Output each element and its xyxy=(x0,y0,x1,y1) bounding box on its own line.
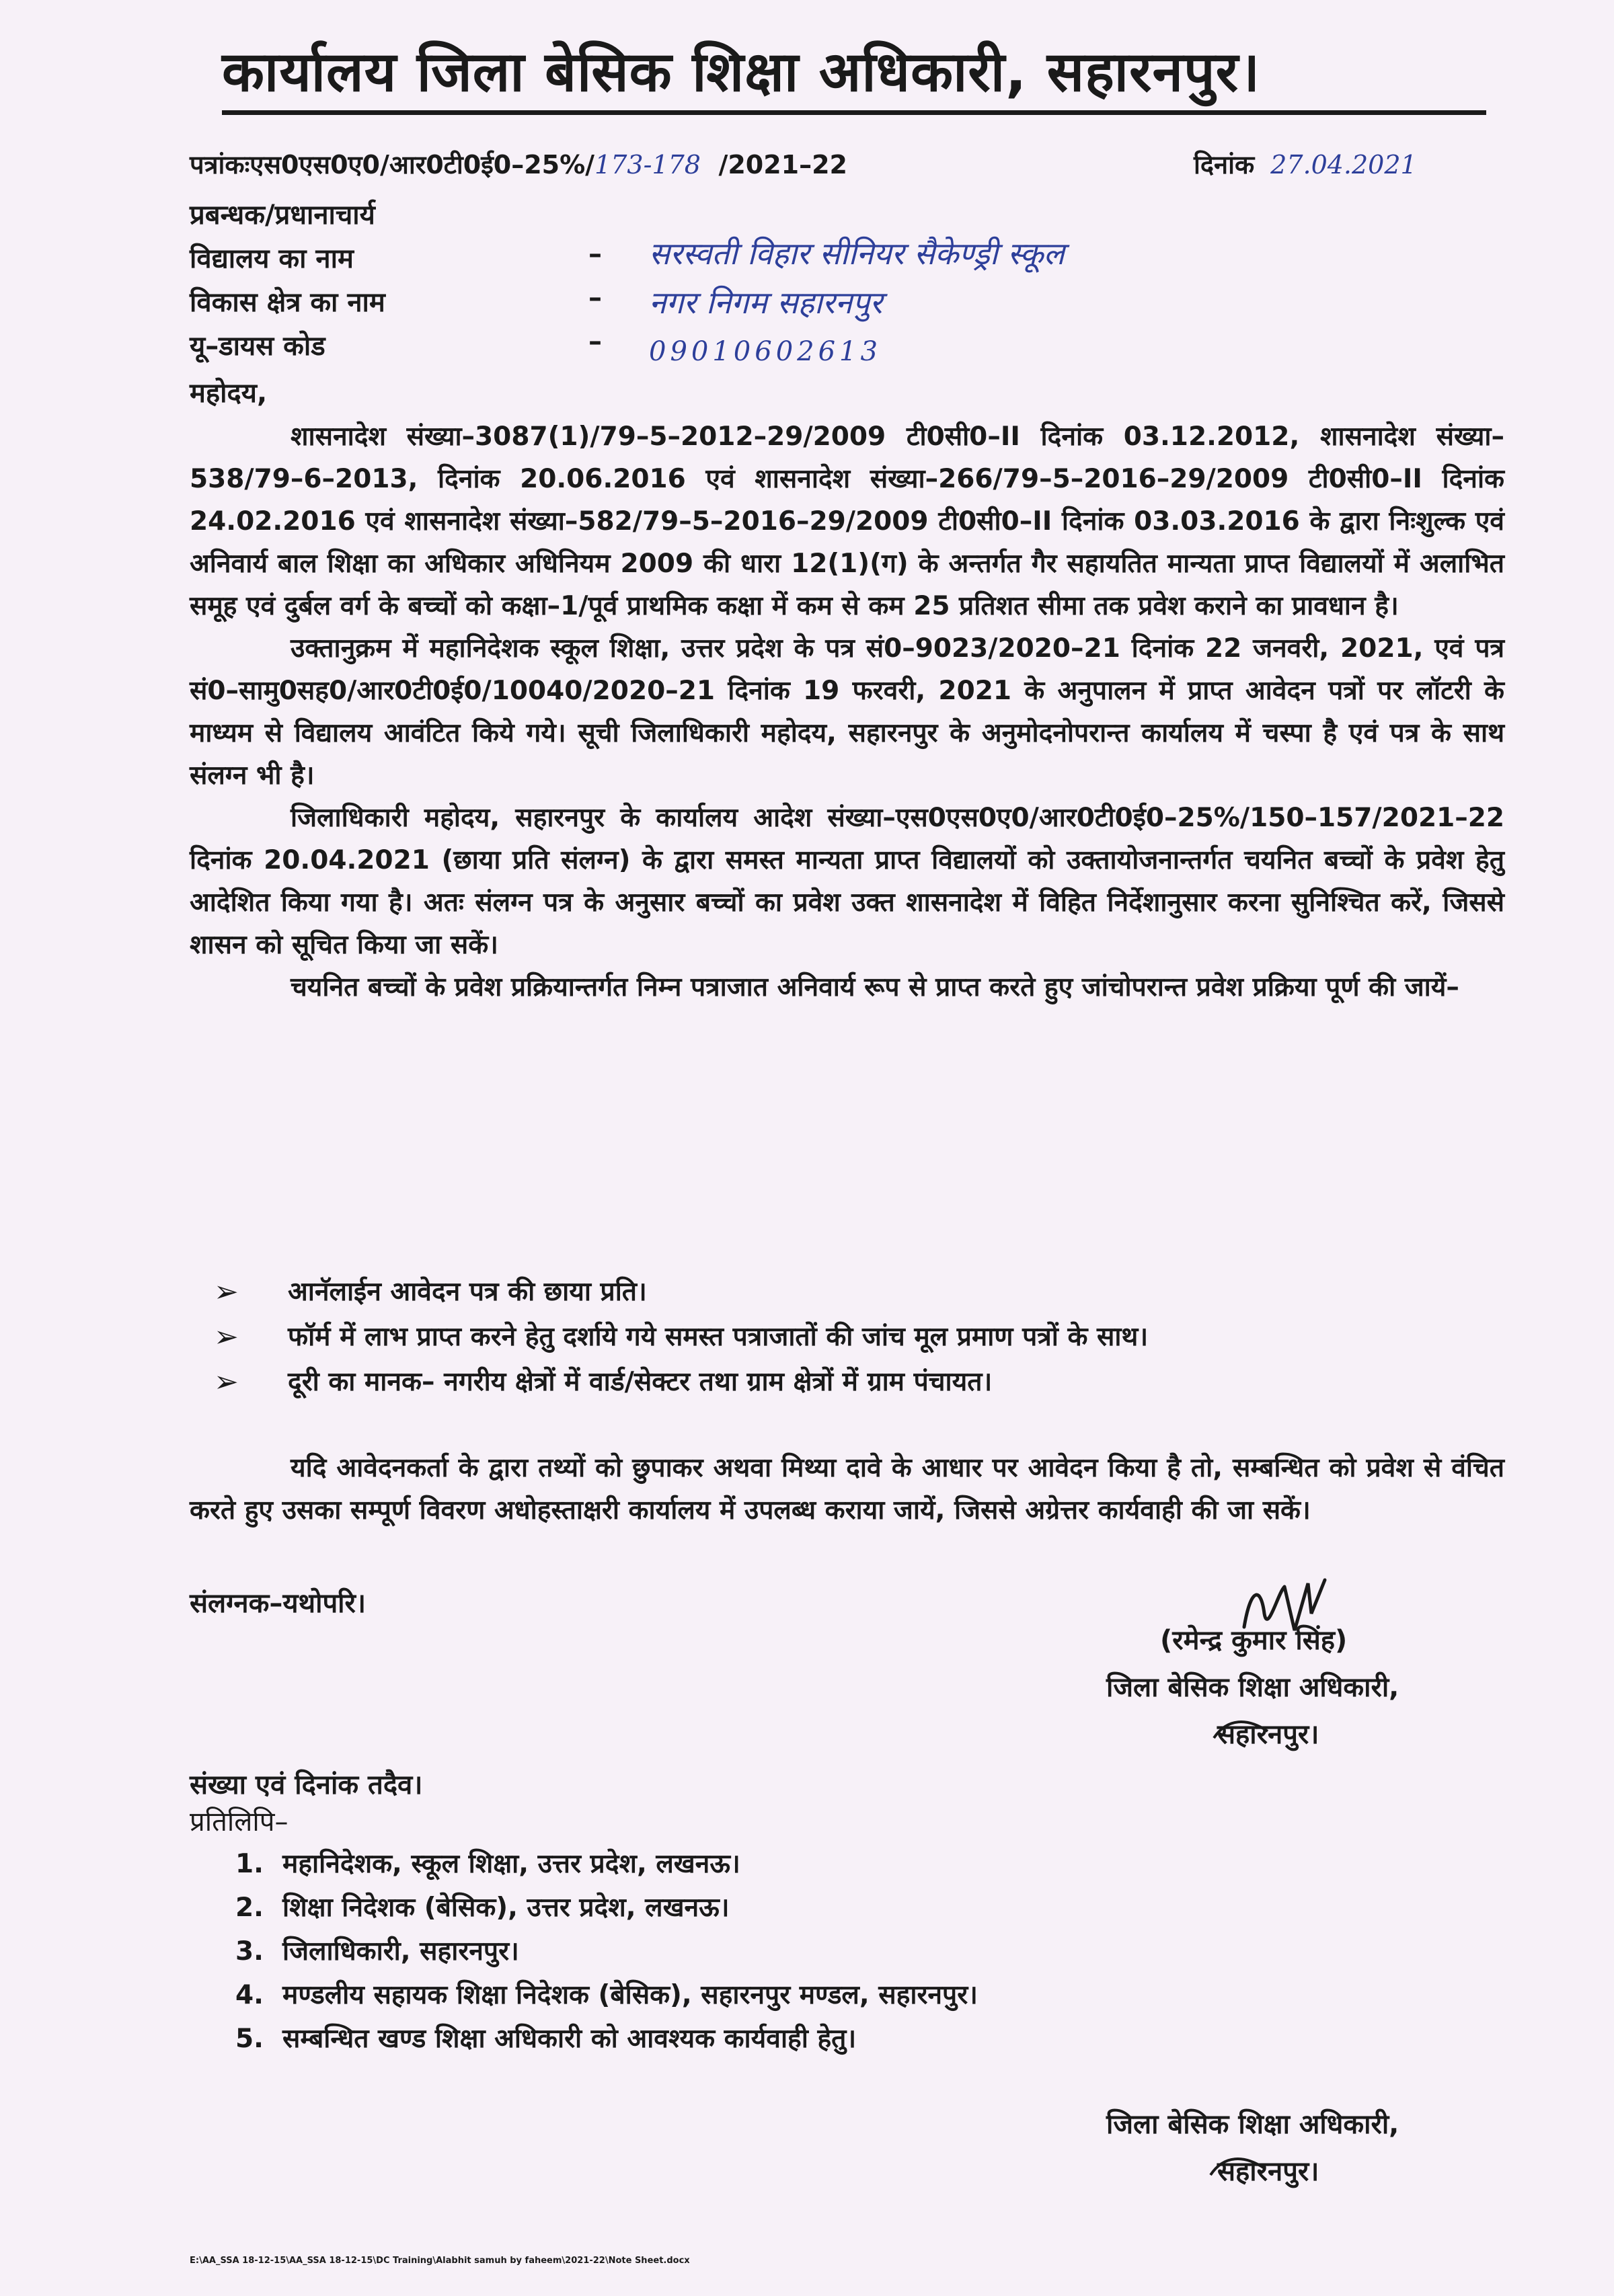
school-label: विद्यालय का नाम xyxy=(190,243,354,274)
arrow-bullet-icon: ➢ xyxy=(214,1275,239,1309)
pen-stroke-mark xyxy=(1207,2148,1268,2188)
paragraph-3: जिलाधिकारी महोदय, सहारनपुर के कार्यालय आदेश संख्या–एस0एस0ए0/आर0टी0ई0–25%/150–157/2021–22 दिनांक 20.04.2021 (छाया प्रति संलग्न) के द्वारा समस्त मान्यता प्राप्त विद्यालयों को उक्तायोजनान्तर्गत चयनित बच्चों के प्रवेश हेतु आदेशित किया गया है। अतः संलग्न पत्र के अनुसार बच्चों का प्रवेश उक्त शासनादेश में विहित निर्देशानुसार करना सुनिश्चित करें, जिससे शासन को सूचित किया जा सकें। xyxy=(190,803,1504,960)
letter-date xyxy=(1194,147,1417,182)
block-name-handwritten: नगर निगम सहारनपुर xyxy=(649,284,883,321)
reference-suffix: /2021–22 xyxy=(718,150,847,180)
list-item: 3. जिलाधिकारी, सहारनपुर। xyxy=(235,1936,519,1967)
copy-label: प्रतिलिपि– xyxy=(190,1807,289,1837)
udise-label: यू–डायस कोड xyxy=(190,331,325,362)
office-heading: कार्यालय जिला बेसिक शिक्षा अधिकारी, सहारनपुर। xyxy=(222,32,1486,115)
copy-reference-line: संख्या एवं दिनांक तदैव। xyxy=(190,1770,423,1800)
handwritten-date: 27.04.2021 xyxy=(1270,150,1417,180)
document-checklist xyxy=(214,1271,1505,1406)
block-label: विकास क्षेत्र का नाम xyxy=(190,287,385,318)
date-label: दिनांक xyxy=(1194,150,1255,180)
salutation: महोदय, xyxy=(190,378,268,409)
paragraph-2: उक्तानुक्रम में महानिदेशक स्कूल शिक्षा, उत्तर प्रदेश के पत्र सं0–9023/2020–21 दिनांक 22 जनवरी, 2021, एवं पत्र सं0–सामु0सह0/आर0टी0ई0/10040/2020–21 दिनांक 19 फरवरी, 2021 के अनुपालन में प्राप्त आवेदन पत्रों पर लॉटरी के माध्यम से विद्यालय आवंटित किये गये। सूची जिलाधिकारी महोदय, सहारनपुर के अनुमोदनोपरान्त कार्यालय में चस्पा है एवं पत्र के साथ संलग्न भी है। xyxy=(190,633,1504,791)
signatory-designation: जिला बेसिक शिक्षा अधिकारी, xyxy=(1106,1672,1399,1703)
signatory-place: सहारनपुर। xyxy=(1217,1719,1319,1750)
checklist-item: ➢ दूरी का मानक– नगरीय क्षेत्रों में वार्ड/सेक्टर तथा ग्राम क्षेत्रों में ग्राम पंचायत। xyxy=(214,1361,1505,1403)
signatory-name: (रमेन्द्र कुमार सिंह) xyxy=(1160,1625,1348,1656)
list-item: 2. शिक्षा निदेशक (बेसिक), उत्तर प्रदेश, लखनऊ। xyxy=(235,1893,730,1923)
paragraph-4: चयनित बच्चों के प्रवेश प्रक्रियान्तर्गत निम्न पत्राजात अनिवार्य रूप से प्राप्त करते हुए जांचोपरान्त प्रवेश प्रक्रिया पूर्ण की जायें– xyxy=(291,972,1459,1002)
udise-code-handwritten: 09010602613 xyxy=(649,336,882,367)
closing-paragraph: यदि आवेदनकर्ता के द्वारा तथ्यों को छुपाकर अथवा मिथ्या दावे के आधार पर आवेदन किया है तो, सम्बन्धित को प्रवेश से वंचित करते हुए उसका सम्पूर्ण विवरण अधोहस्ताक्षरी कार्यालय में उपलब्ध कराया जायें, जिससे अग्रेत्तर कार्यवाही की जा सकें। xyxy=(190,1453,1504,1526)
recipient-line: प्रबन्धक/प्रधानाचार्य xyxy=(190,200,375,231)
school-dash: – xyxy=(588,239,602,270)
udise-dash: – xyxy=(588,326,602,357)
pen-stroke-mark xyxy=(1210,1711,1271,1751)
file-path-footer: E:\AA_SSA 18-12-15\AA_SSA 18-12-15\DC Training\Alabhit samuh by faheem\2021-22\Note Sheet.docx xyxy=(190,2256,690,2266)
enclosure-note: संलग्नक–यथोपरि। xyxy=(190,1588,367,1619)
letter-body xyxy=(190,415,1504,1008)
block-dash: – xyxy=(588,282,602,313)
closing-paragraph-block xyxy=(190,1447,1504,1532)
copy-recipients-list xyxy=(235,1842,978,2061)
arrow-bullet-icon: ➢ xyxy=(214,1365,239,1399)
checklist-item: ➢ आनॅलाईन आवेदन पत्र की छाया प्रति। xyxy=(214,1271,1505,1313)
signatory-place-2: सहारनपुर। xyxy=(1217,2156,1319,2187)
list-item: 5. सम्बन्धित खण्ड शिक्षा अधिकारी को आवश्यक कार्यवाही हेतु। xyxy=(235,2024,857,2054)
arrow-bullet-icon: ➢ xyxy=(214,1320,239,1354)
checklist-item: ➢ फॉर्म में लाभ प्राप्त करने हेतु दर्शाये गये समस्त पत्राजातों की जांच मूल प्रमाण पत्रों के साथ। xyxy=(214,1316,1505,1358)
school-name-handwritten: सरस्वती विहार सीनियर सैकेण्ड्री स्कूल xyxy=(649,235,1065,272)
signatory-designation-2: जिला बेसिक शिक्षा अधिकारी, xyxy=(1106,2109,1399,2140)
list-item: 4. मण्डलीय सहायक शिक्षा निदेशक (बेसिक), सहारनपुर मण्डल, सहारनपुर। xyxy=(235,1980,978,2010)
handwritten-letter-number: 173-178 xyxy=(594,150,701,180)
paragraph-1: शासनादेश संख्या–3087(1)/79–5–2012–29/2009 टी0सी0–II दिनांक 03.12.2012, शासनादेश संख्या–538/79–6–2013, दिनांक 20.06.2016 एवं शासनादेश संख्या–266/79–5–2016–29/2009 टी0सी0–II दिनांक 24.02.2016 एवं शासनादेश संख्या–582/79–5–2016–29/2009 टी0सी0–II दिनांक 03.03.2016 के द्वारा निःशुल्क एवं अनिवार्य बाल शिक्षा का अधिकार अधिनियम 2009 की धारा 12(1)(ग) के अन्तर्गत गैर सहायतित मान्यता प्राप्त विद्यालयों में अलाभित समूह एवं दुर्बल वर्ग के बच्चों को कक्षा–1/पूर्व प्राथमिक कक्षा में कम से कम 25 प्रतिशत सीमा तक प्रवेश कराने का प्रावधान है। xyxy=(190,422,1504,621)
reference-number xyxy=(190,147,847,182)
list-item: 1. महानिदेशक, स्कूल शिक्षा, उत्तर प्रदेश, लखनऊ। xyxy=(235,1849,740,1879)
reference-prefix: पत्रांकःएस0एस0ए0/आर0टी0ई0–25%/ xyxy=(190,150,595,180)
